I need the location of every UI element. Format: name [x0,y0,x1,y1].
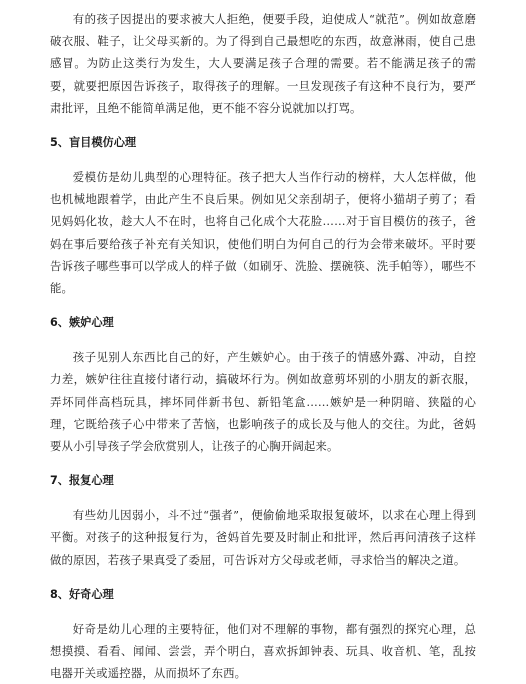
spacer [50,571,476,585]
spacer [50,299,476,313]
section-paragraph-imitation: 爱模仿是幼儿典型的心理特征。孩子把大人当作行动的榜样，大人怎样做，他也机械地跟着学，由此产生不良后果。例如见父亲刮胡子，便将小猫胡子剪了；看见妈妈化妆，趁大人不在时，也将自己化成个大花脸……对于盲目模仿的孩子，爸妈在事后要给孩子补充有关知识，使他们明白为何自己的行为会带来破坏。平时要告诉孩子哪些事可以学成人的样子做（如刷牙、洗脸、摆碗筷、洗手帕等），哪些不能。 [50,170,476,296]
section-heading-revenge: 7、报复心理 [50,474,114,488]
spacer [50,119,476,133]
section-heading-curiosity: 8、好奇心理 [50,587,114,601]
intro-paragraph: 有的孩子因提出的要求被大人拒绝，便要手段，迫使成人“就范”。例如故意磨破衣服、鞋子，让父母买新的。为了得到自己最想吃的东西，故意淋雨，使自己患感冒。为防止这类行为发生，大人要满足孩子合理的需要。若不能满足孩子的需要，就要把原因告诉孩子，取得孩子的理解。一旦发现孩子有这种不良行为，要严肃批评，且绝不能简单满足他，更不能不容分说就加以打骂。 [50,12,476,115]
section-heading-imitation: 5、盲目模仿心理 [50,136,137,150]
section-paragraph-revenge: 有些幼儿因弱小，斗不过“强者”，便偷偷地采取报复破坏，以求在心理上得到平衡。对孩子的这种报复行为，爸妈首先要及时制止和批评，然后再问清孩子这样做的原因，若孩子果真受了委屈，可告诉对方父母或老师，寻求恰当的解决之道。 [50,508,476,567]
section-paragraph-curiosity: 好奇是幼儿心理的主要特征，他们对不理解的事物，都有强烈的探究心理，总想摸摸、看看、闻闻、尝尝，弄个明白，喜欢拆卸钟表、玩具、收音机、笔，乱按电器开关或遥控器，从而损坏了东西。 [50,621,476,681]
section-heading-jealousy: 6、嫉妒心理 [50,316,114,330]
spacer [50,457,476,471]
spacer [50,491,476,504]
spacer [50,605,476,618]
spacer [50,333,476,346]
section-paragraph-jealousy: 孩子见别人东西比自己的好，产生嫉妒心。由于孩子的情感外露、冲动，自控力差，嫉妒往往直接付诸行动，搞破坏行为。例如故意剪坏别的小朋友的新衣服，弄坏同伴高档玩具，摔坏同伴新书包、新铅笔盒……嫉妒是一种阴暗、狭隘的心理，它既给孩子心中带来了苦恼，也影响孩子的成长及与他人的交往。为此，爸妈要从小引导孩子学会欣赏别人，让孩子的心胸开阔起来。 [50,350,476,454]
spacer [50,153,476,166]
